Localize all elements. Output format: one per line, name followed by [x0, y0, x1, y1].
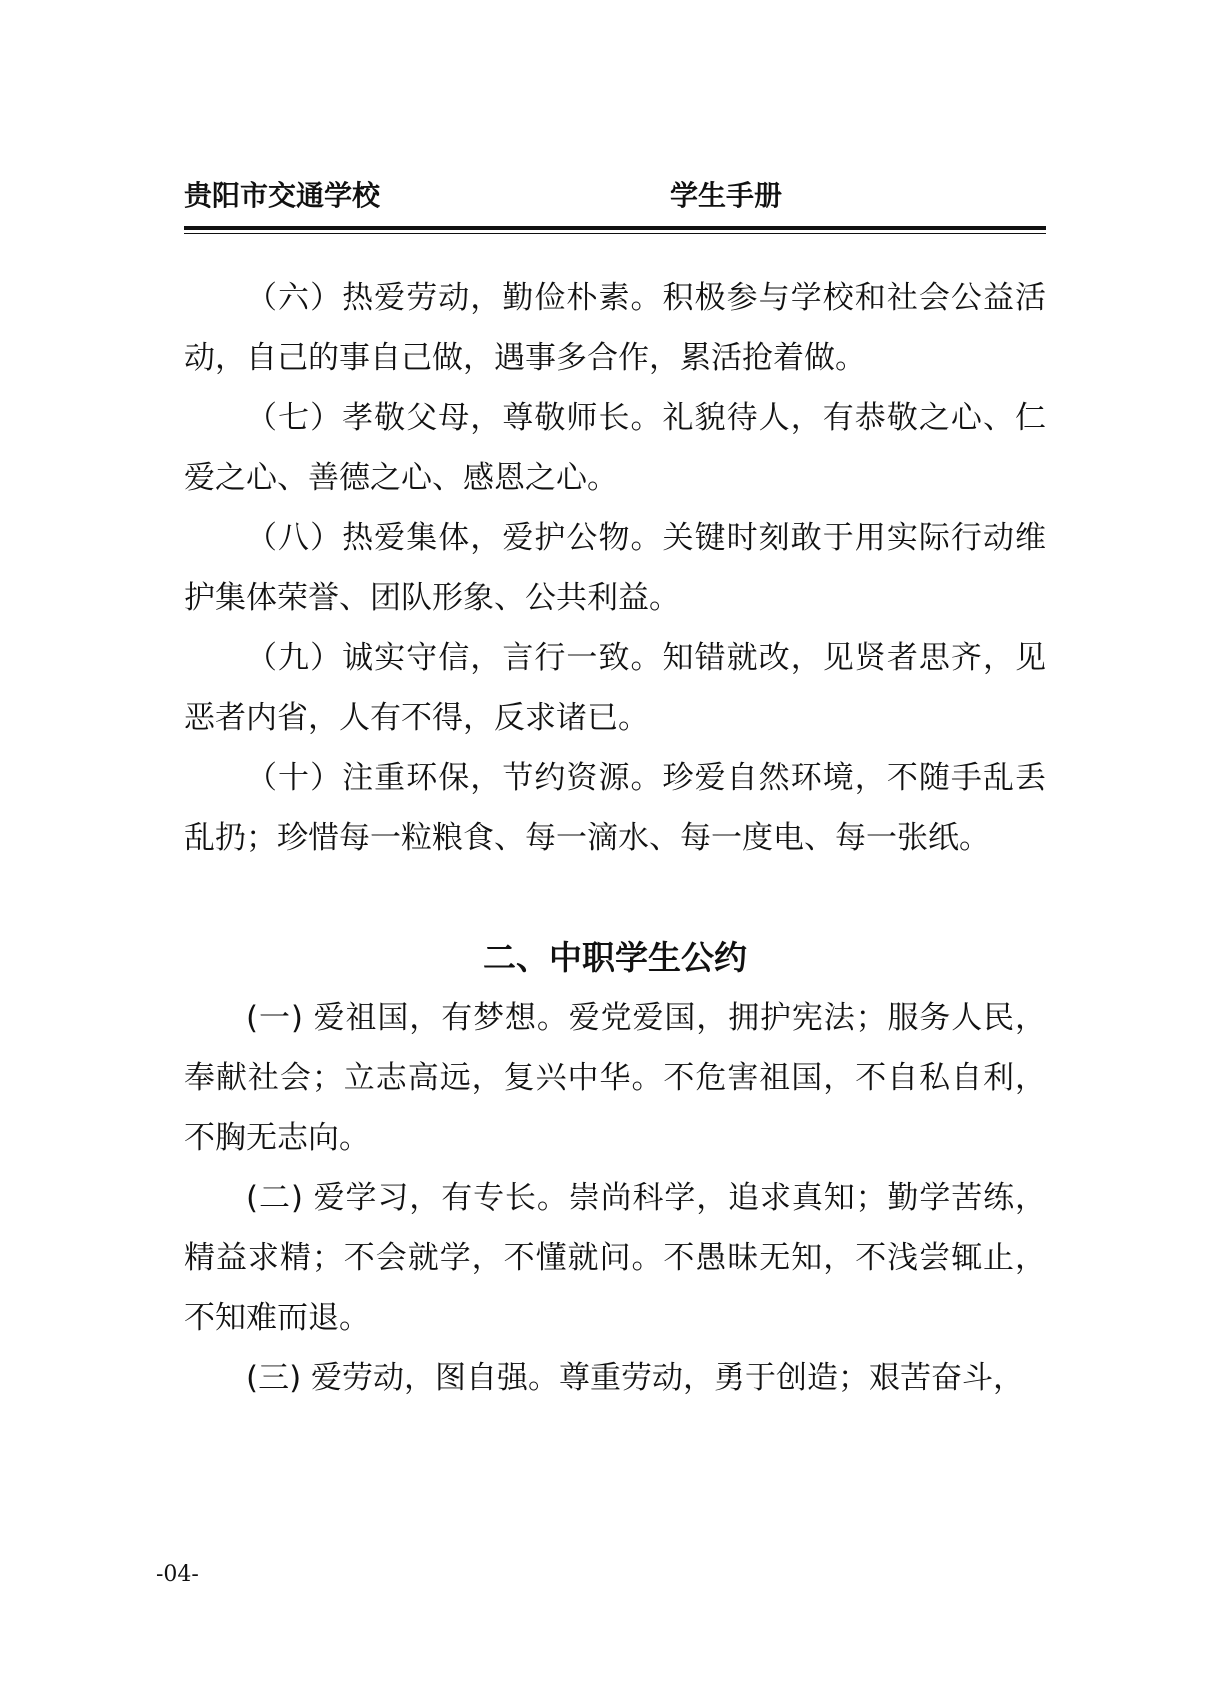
header-school-name: 贵阳市交通学校 — [184, 179, 381, 212]
paragraph-item-6: （六）热爱劳动，勤俭朴素。积极参与学校和社会公益活动，自己的事自己做，遇事多合作，累活抢着做。 — [184, 280, 1046, 376]
paragraph-item-7: （七）孝敬父母，尊敬师长。礼貌待人，有恭敬之心、仁爱之心、善德之心、感恩之心。 — [184, 400, 1046, 496]
section-title: 二、中职学生公约 — [483, 938, 747, 977]
paragraph-item-8: （八）热爱集体，爱护公物。关键时刻敢于用实际行动维护集体荣誉、团队形象、公共利益。 — [184, 520, 1046, 616]
paragraph-item-10: （十）注重环保，节约资源。珍爱自然环境，不随手乱丢乱扔；珍惜每一粒粮食、每一滴水、每一度电、每一张纸。 — [184, 760, 1046, 856]
header-rule-thin — [184, 233, 1046, 234]
header-rule-thick — [184, 226, 1046, 230]
page-header — [184, 176, 1046, 216]
section-spacer — [184, 868, 1046, 928]
paragraph-item-9: （九）诚实守信，言行一致。知错就改，见贤者思齐，见恶者内省，人有不得，反求诸已。 — [184, 640, 1046, 736]
convention-item-3: (三) 爱劳动，图自强。尊重劳动，勇于创造；艰苦奋斗， — [246, 1360, 1025, 1396]
header-manual-title: 学生手册 — [670, 179, 783, 212]
convention-item-2: (二) 爱学习，有专长。崇尚科学，追求真知；勤学苦练，精益求精；不会就学，不懂就问。不愚昧无知，不浅尝辄止，不知难而退。 — [184, 1180, 1046, 1336]
page-body — [184, 268, 1046, 1408]
page-number: -04- — [156, 1562, 199, 1587]
convention-item-1: (一) 爱祖国，有梦想。爱党爱国，拥护宪法；服务人民，奉献社会；立志高远，复兴中华。不危害祖国，不自私自利，不胸无志向。 — [184, 1000, 1046, 1156]
